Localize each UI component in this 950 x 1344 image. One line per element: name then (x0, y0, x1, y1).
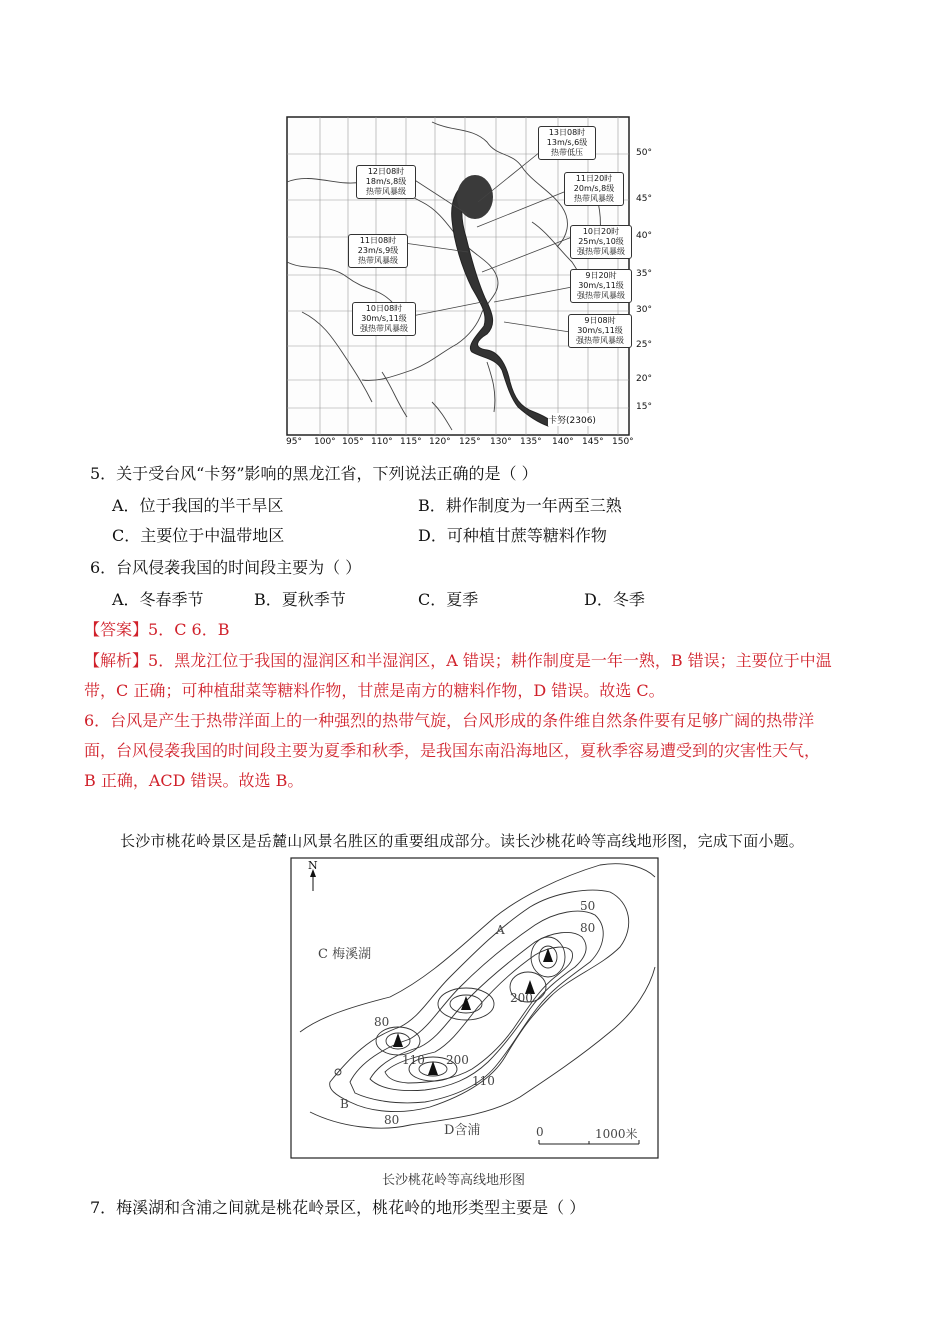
callout-level: 热带风暴级 (574, 194, 614, 203)
callout-speed: 30m/s,11级 (361, 314, 407, 323)
question-6-option-b: B．夏秋季节 (254, 590, 346, 609)
lon-label: 105° (342, 437, 364, 447)
callout-speed: 30m/s,11级 (578, 281, 624, 290)
contour-label: 80 (384, 1113, 400, 1127)
answer-tag: 【答案】 (84, 620, 149, 639)
question-5-option-a: A．位于我国的半干旱区 (112, 496, 284, 515)
question-5-option-c: C．主要位于中温带地区 (112, 526, 285, 545)
callout-time: 11日20时 (575, 174, 613, 183)
point-a-label: A (496, 923, 505, 937)
callout-time: 12日08时 (367, 167, 405, 176)
question-6-stem: 6．台风侵袭我国的时间段主要为（ ） (90, 558, 362, 577)
contour-map-caption: 长沙桃花岭等高线地形图 (382, 1173, 526, 1188)
lat-label: 35° (636, 269, 652, 279)
analysis-line-1 (84, 646, 832, 676)
question-6-option-a: A．冬春季节 (112, 590, 204, 609)
north-label: N (308, 859, 318, 872)
callout-box (570, 225, 632, 259)
analysis-line-2: 带，C 正确；可种植甜菜等糖料作物，甘蔗是南方的糖料作物，D 错误。故选 C。 (84, 681, 665, 700)
scale-zero-label: 0 (536, 1125, 544, 1139)
contour-label: 80 (580, 921, 596, 935)
contour-map (290, 857, 660, 1161)
question-5-option-b: B．耕作制度为一年两至三熟 (418, 496, 622, 515)
callout-box (356, 165, 416, 199)
callout-time: 11日08时 (359, 236, 397, 245)
callout-level: 热带低压 (551, 148, 583, 157)
callout-time: 10日20时 (582, 227, 620, 236)
lon-label: 125° (459, 437, 481, 447)
contour-label: 200 (446, 1053, 469, 1067)
callout-level: 强热带风暴级 (576, 336, 624, 345)
answer-line (84, 615, 229, 645)
question-6-option-c: C．夏季 (418, 590, 479, 609)
lat-label: 40° (636, 231, 652, 241)
callout-speed: 20m/s,8级 (573, 184, 615, 193)
callout-box (348, 234, 408, 268)
lake-label: C 梅溪湖 (318, 947, 372, 962)
callout-speed: 23m/s,9级 (357, 246, 399, 255)
contour-map-svg (290, 857, 660, 1161)
callout-box (538, 126, 596, 160)
callout-box (564, 172, 624, 206)
typhoon-end-blob (457, 175, 493, 219)
lon-label: 130° (490, 437, 512, 447)
lon-label: 135° (520, 437, 542, 447)
question-6-option-d: D．冬季 (584, 590, 645, 609)
storm-name-label: 卡努(2306) (548, 413, 596, 426)
contour-label: 110 (402, 1053, 425, 1067)
lat-label: 25° (636, 340, 652, 350)
lon-label: 150° (612, 437, 634, 447)
lon-label: 145° (582, 437, 604, 447)
callout-time: 9日20时 (585, 271, 617, 280)
contour-frame (291, 858, 658, 1158)
point-b-label: B (340, 1097, 349, 1111)
callout-box (568, 314, 632, 348)
analysis-line-5: B 正确，ACD 错误。故选 B。 (84, 771, 304, 790)
lat-label: 45° (636, 194, 652, 204)
analysis-text-1: 5．黑龙江位于我国的湿润区和半湿润区，A 错误；耕作制度是一年一熟，B 错误；主要位于中温 (148, 651, 832, 670)
town-label: D含浦 (444, 1123, 481, 1138)
typhoon-track-map (282, 112, 654, 452)
callout-speed: 13m/s,6级 (546, 138, 588, 147)
callout-time: 13日08时 (548, 128, 586, 137)
callout-speed: 25m/s,10级 (578, 237, 624, 246)
passage-intro: 长沙市桃花岭景区是岳麓山风景名胜区的重要组成部分。读长沙桃花岭等高线地形图，完成下面小题。 (120, 832, 805, 850)
callout-level: 强热带风暴级 (360, 324, 408, 333)
callout-box (352, 302, 416, 336)
callout-speed: 30m/s,11级 (577, 326, 623, 335)
lon-label: 110° (371, 437, 393, 447)
lon-label: 100° (314, 437, 336, 447)
callout-time: 10日08时 (365, 304, 403, 313)
contour-label: 50 (580, 899, 596, 913)
callout-level: 热带风暴级 (366, 187, 406, 196)
question-5-option-d: D．可种植甘蔗等糖料作物 (418, 526, 607, 545)
callout-level: 强热带风暴级 (577, 291, 625, 300)
lon-label: 140° (552, 437, 574, 447)
lat-label: 15° (636, 402, 652, 412)
scale-end-label: 1000米 (595, 1127, 638, 1141)
question-5-stem: 5．关于受台风“卡努”影响的黑龙江省，下列说法正确的是（ ） (90, 464, 538, 483)
answer-text: 5．C 6．B (148, 620, 230, 639)
lat-label: 20° (636, 374, 652, 384)
question-7-stem: 7．梅溪湖和含浦之间就是桃花岭景区，桃花岭的地形类型主要是（ ） (90, 1198, 586, 1217)
lat-label: 50° (636, 148, 652, 158)
callout-time: 9日08时 (584, 316, 616, 325)
lat-label: 30° (636, 305, 652, 315)
callout-box (570, 269, 632, 303)
callout-level: 强热带风暴级 (577, 247, 625, 256)
contour-label: 110 (472, 1074, 495, 1088)
lon-label: 120° (429, 437, 451, 447)
analysis-line-4: 面，台风侵袭我国的时间段主要为夏季和秋季，是我国东南沿海地区，夏秋季容易遭受到的灾害性天气， (84, 741, 821, 760)
analysis-line-3: 6．台风是产生于热带洋面上的一种强烈的热带气旋，台风形成的条件维自然条件要有足够广阔的热带洋 (84, 711, 815, 730)
callout-speed: 18m/s,8级 (365, 177, 407, 186)
lon-label: 95° (286, 437, 302, 447)
callout-level: 热带风暴级 (358, 256, 398, 265)
contour-label: 80 (374, 1015, 390, 1029)
lon-label: 115° (400, 437, 422, 447)
contour-label: 200 (510, 991, 533, 1005)
analysis-tag: 【解析】 (84, 651, 149, 670)
